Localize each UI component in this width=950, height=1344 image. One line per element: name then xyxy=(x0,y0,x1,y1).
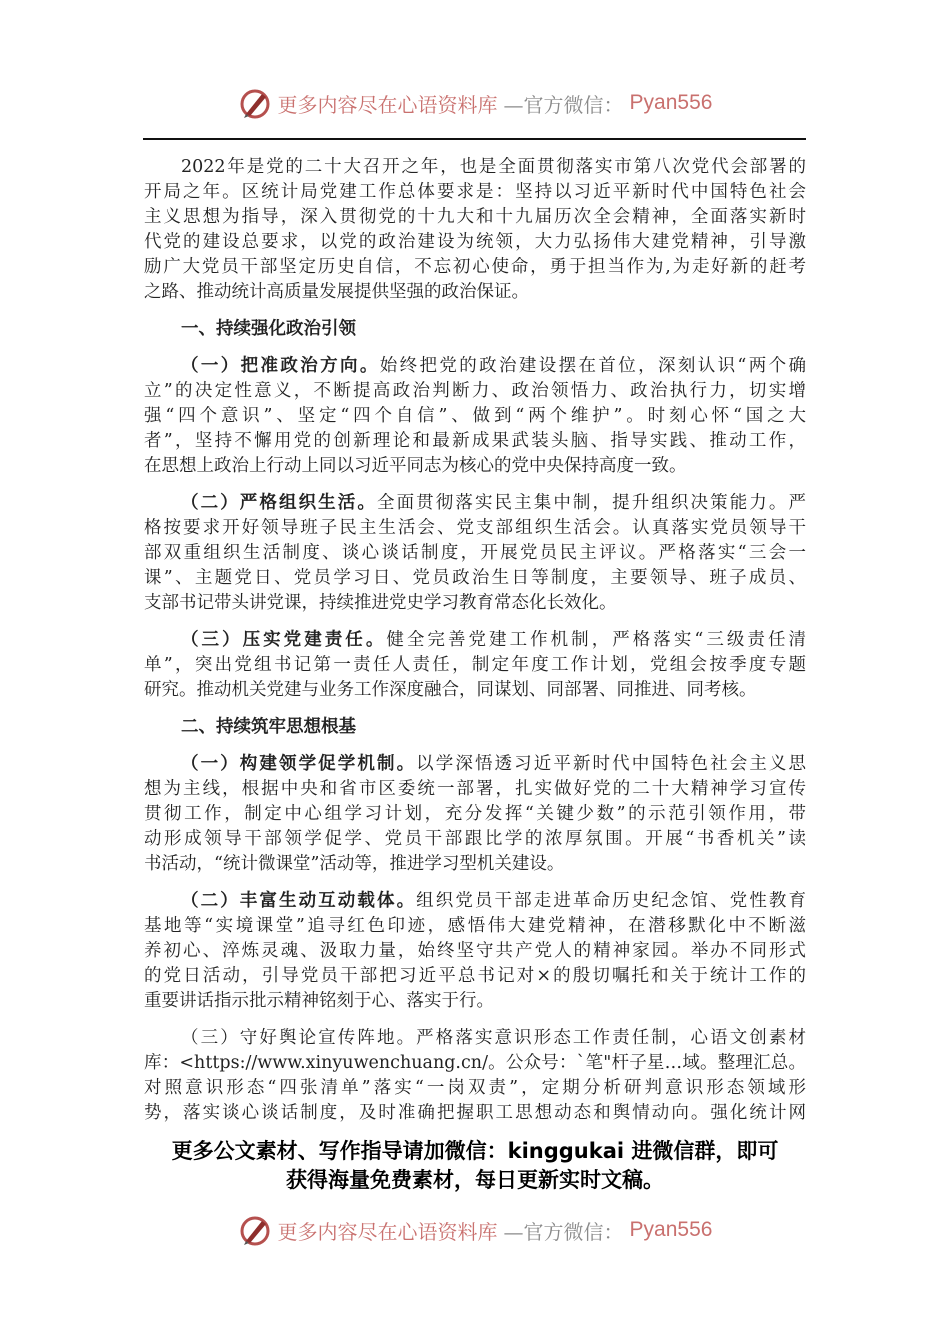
line-text: 对照意识形态“四张清单”落实“一岗双责”，定期分析研判意识形态领域形 xyxy=(144,1078,806,1098)
banner-wechat-label: —官方微信： xyxy=(503,1219,624,1244)
text-line xyxy=(144,752,806,777)
paragraph xyxy=(144,752,806,877)
text-line xyxy=(144,889,806,914)
line-text: 者”，坚持不懈用党的创新理论和最新成果武装头脑、指导实践、推动工作， xyxy=(144,431,806,451)
text-line xyxy=(144,628,806,653)
text-line xyxy=(144,230,806,255)
paragraph xyxy=(144,491,806,616)
promo-line-1: 更多公文素材、写作指导请加微信：kinggukai 进微信群，即可 xyxy=(171,1139,779,1163)
promo-line-2: 获得海量免费素材，每日更新实时文稿。 xyxy=(286,1168,664,1192)
text-line xyxy=(144,939,806,964)
paragraph xyxy=(144,628,806,703)
banner-wechat-id: Pyan556 xyxy=(629,91,713,114)
line-text: 二、持续筑牢思想根基 xyxy=(181,717,356,737)
pen-logo-icon xyxy=(238,86,272,120)
text-line xyxy=(144,255,806,280)
text-line xyxy=(144,802,806,827)
line-text: 重要讲话指示批示精神铭刻于心、落实于行。 xyxy=(144,991,494,1011)
line-text: 基地等“实境课堂”追寻红色印迹，感悟伟大建党精神，在潜移默化中不断滋 xyxy=(144,916,806,936)
line-text: 库：<https://www.xinyuwenchuang.cn/。公众号：`笔"杆子星…域。整理汇总。 xyxy=(144,1053,806,1073)
text-line xyxy=(144,566,806,591)
banner-library-text: 更多内容尽在心语资料库 xyxy=(277,1219,498,1244)
paragraph-lead: （一）构建领学促学机制。 xyxy=(181,754,417,774)
text-line xyxy=(144,1026,806,1051)
text-line xyxy=(144,516,806,541)
text-line xyxy=(144,653,806,678)
paragraph-lead: （三）压实党建责任。 xyxy=(181,630,387,650)
banner-wechat-id: Pyan556 xyxy=(629,1218,713,1241)
line-text: 立”的决定性意义，不断提高政治判断力、政治领悟力、政治执行力，切实增 xyxy=(144,381,806,401)
line-text: 单”，突出党组书记第一责任人责任，制定年度工作计划，党组会按季度专题 xyxy=(144,655,806,675)
line-text: 代党的建设总要求，以党的政治建设为统领，大力弘扬伟大建党精神，引导激 xyxy=(144,232,806,252)
text-line xyxy=(144,1101,806,1126)
banner-library-text: 更多内容尽在心语资料库 xyxy=(277,92,498,117)
text-line xyxy=(144,317,806,342)
text-line xyxy=(144,591,806,616)
line-text: 2022年是党的二十大召开之年，也是全面贯彻落实市第八次党代会部署的 xyxy=(181,157,806,177)
line-text: 始终把党的政治建设摆在首位，深刻认识“两个确 xyxy=(379,356,807,376)
text-line xyxy=(144,1051,806,1076)
text-line xyxy=(144,379,806,404)
paragraph xyxy=(144,354,806,479)
line-text: 支部书记带头讲党课，持续推进党史学习教育常态化长效化。 xyxy=(144,593,617,613)
text-line xyxy=(144,989,806,1014)
line-text: 书活动，“统计微课堂”活动等，推进学习型机关建设。 xyxy=(144,854,565,874)
line-text: 全面贯彻落实民主集中制，提升组织决策能力。严 xyxy=(376,493,806,513)
pen-logo-icon xyxy=(238,1213,272,1247)
line-text: 贯彻工作，制定中心组学习计划，充分发挥“关键少数”的示范引领作用，带 xyxy=(144,804,806,824)
section-heading xyxy=(144,715,806,740)
document-body xyxy=(144,155,806,1138)
line-text: 之路、推动统计高质量发展提供坚强的政治保证。 xyxy=(144,282,529,302)
text-line xyxy=(144,454,806,479)
line-text: 格按要求开好领导班子民主生活会、党支部组织生活会。认真落实党员领导干 xyxy=(144,518,806,538)
section-heading xyxy=(144,317,806,342)
paragraph-lead: （一）把准政治方向。 xyxy=(181,356,380,376)
header-divider xyxy=(143,138,806,140)
line-text: 一、持续强化政治引领 xyxy=(181,319,356,339)
line-text: 课”、主题党日、党员学习日、党员政治生日等制度，主要领导、班子成员、 xyxy=(144,568,806,588)
banner-wechat-label: —官方微信： xyxy=(503,92,624,117)
line-text: 的党日活动，引导党员干部把习近平总书记对×的殷切嘱托和关于统计工作的 xyxy=(144,966,806,986)
promo-notice xyxy=(0,1137,950,1195)
line-text: 部双重组织生活制度、谈心谈话制度，开展党员民主评议。严格落实“三会一 xyxy=(144,543,806,563)
line-text: 开局之年。区统计局党建工作总体要求是：坚持以习近平新时代中国特色社会 xyxy=(144,182,806,202)
text-line xyxy=(144,541,806,566)
text-line xyxy=(144,205,806,230)
text-line xyxy=(144,715,806,740)
line-text: 健全完善党建工作机制，严格落实“三级责任清 xyxy=(386,630,807,650)
line-text: 以学深悟透习近平新时代中国特色社会主义思 xyxy=(416,754,807,774)
line-text: 养初心、淬炼灵魂、汲取力量，始终坚守共产党人的精神家园。举办不同形式 xyxy=(144,941,806,961)
text-line xyxy=(144,155,806,180)
paragraph-lead: （二）严格组织生活。 xyxy=(181,493,377,513)
line-text: 强“四个意识”、坚定“四个自信”、做到“两个维护”。时刻心怀“国之大 xyxy=(144,406,806,426)
text-line xyxy=(144,280,806,305)
text-line xyxy=(144,827,806,852)
text-line xyxy=(144,1076,806,1101)
header-banner xyxy=(0,86,950,120)
text-line xyxy=(144,964,806,989)
text-line xyxy=(144,429,806,454)
paragraph xyxy=(144,1026,806,1126)
line-text: 励广大党员干部坚定历史自信，不忘初心使命，勇于担当作为,为走好新的赶考 xyxy=(144,257,806,277)
line-text: 组织党员干部走进革命历史纪念馆、党性教育 xyxy=(416,891,807,911)
text-line xyxy=(144,354,806,379)
text-line xyxy=(144,678,806,703)
text-line xyxy=(144,914,806,939)
text-line xyxy=(144,491,806,516)
footer-banner xyxy=(0,1213,950,1247)
line-text: 想为主线，根据中央和省市区委统一部署，扎实做好党的二十大精神学习宣传 xyxy=(144,779,806,799)
line-text: 主义思想为指导，深入贯彻党的十九大和十九届历次全会精神，全面落实新时 xyxy=(144,207,806,227)
paragraph-lead: （二）丰富生动互动载体。 xyxy=(181,891,417,911)
line-text: （三）守好舆论宣传阵地。严格落实意识形态工作责任制，心语文创素材 xyxy=(181,1028,806,1048)
text-line xyxy=(144,180,806,205)
text-line xyxy=(144,404,806,429)
paragraph xyxy=(144,889,806,1014)
line-text: 在思想上政治上行动上同以习近平同志为核心的党中央保持高度一致。 xyxy=(144,456,687,476)
line-text: 动形成领导干部领学促学、党员干部跟比学的浓厚氛围。开展“书香机关”读 xyxy=(144,829,806,849)
line-text: 研究。推动机关党建与业务工作深度融合，同谋划、同部署、同推进、同考核。 xyxy=(144,680,757,700)
line-text: 势，落实谈心谈话制度，及时准确把握职工思想动态和舆情动向。强化统计网 xyxy=(144,1103,806,1123)
paragraph xyxy=(144,155,806,305)
text-line xyxy=(144,852,806,877)
text-line xyxy=(144,777,806,802)
